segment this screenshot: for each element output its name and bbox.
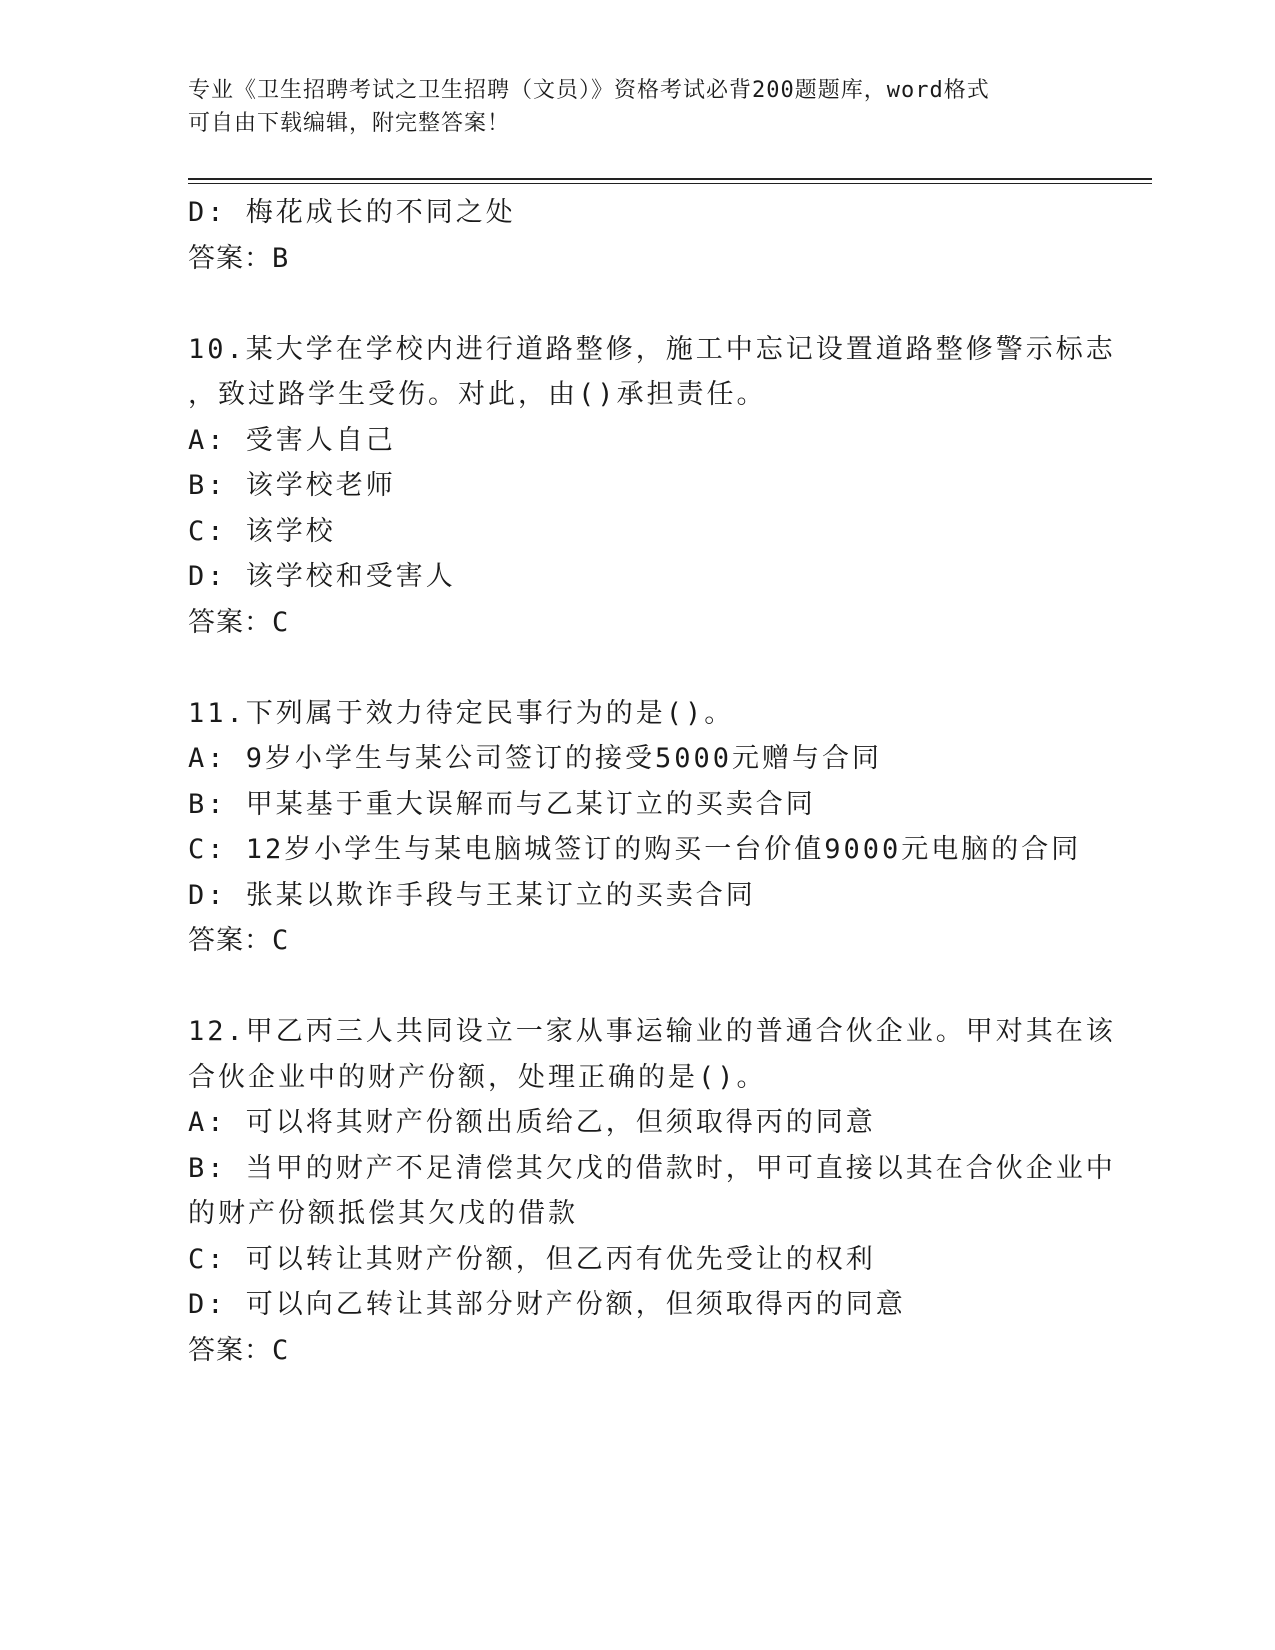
spacer: [188, 645, 1088, 691]
header-divider: [188, 178, 1152, 184]
option-d: D: 张某以欺诈手段与王某订立的买卖合同: [188, 879, 756, 911]
option-a: A: 9岁小学生与某公司签订的接受5000元赠与合同: [188, 743, 883, 774]
question-stem-cont: 合伙企业中的财产份额，处理正确的是()。: [188, 1061, 767, 1093]
question-11: [188, 691, 1088, 964]
spacer: [188, 964, 1088, 1010]
question-stem: 12.甲乙丙三人共同设立一家从事运输业的普通合伙企业。甲对其在该: [188, 1016, 1116, 1047]
spacer: [188, 281, 1088, 327]
question-stem: 11.下列属于效力待定民事行为的是()。: [188, 697, 735, 729]
option-b: B: 该学校老师: [188, 470, 396, 501]
answer: 答案：C: [188, 1334, 290, 1366]
option-c: C: 可以转让其财产份额，但乙丙有优先受让的权利: [188, 1243, 876, 1275]
option-c: C: 该学校: [188, 515, 336, 547]
header-line-1: 专业《卫生招聘考试之卫生招聘（文员）》资格考试必背200题题库，word格式: [188, 78, 990, 103]
option-d: D: 梅花成长的不同之处: [188, 197, 516, 228]
question-10: [188, 327, 1116, 646]
option-d: D: 该学校和受害人: [188, 561, 456, 592]
question-stem: 10.某大学在学校内进行道路整修，施工中忘记设置道路整修警示标志: [188, 333, 1116, 365]
answer: 答案：B: [188, 242, 290, 274]
header-line-2: 可自由下载编辑，附完整答案！: [188, 111, 511, 136]
question-stem-cont: ，致过路学生受伤。对此，由()承担责任。: [188, 379, 767, 410]
option-b-cont: 的财产份额抵偿其欠戊的借款: [188, 1198, 578, 1229]
question-9-tail: [188, 190, 1088, 281]
document-body: [188, 190, 1116, 1373]
question-12: [188, 1009, 1116, 1373]
answer: 答案：C: [188, 925, 290, 956]
page-header: [188, 74, 1068, 140]
option-a: A: 可以将其财产份额出质给乙，但须取得丙的同意: [188, 1107, 876, 1138]
option-c: C: 12岁小学生与某电脑城签订的购买一台价值9000元电脑的合同: [188, 834, 1082, 865]
option-a: A: 受害人自己: [188, 424, 396, 456]
option-d: D: 可以向乙转让其部分财产份额，但须取得丙的同意: [188, 1289, 906, 1320]
option-b: B: 甲某基于重大误解而与乙某订立的买卖合同: [188, 788, 816, 820]
option-b: B: 当甲的财产不足清偿其欠戊的借款时，甲可直接以其在合伙企业中: [188, 1152, 1116, 1184]
answer: 答案：C: [188, 606, 290, 638]
